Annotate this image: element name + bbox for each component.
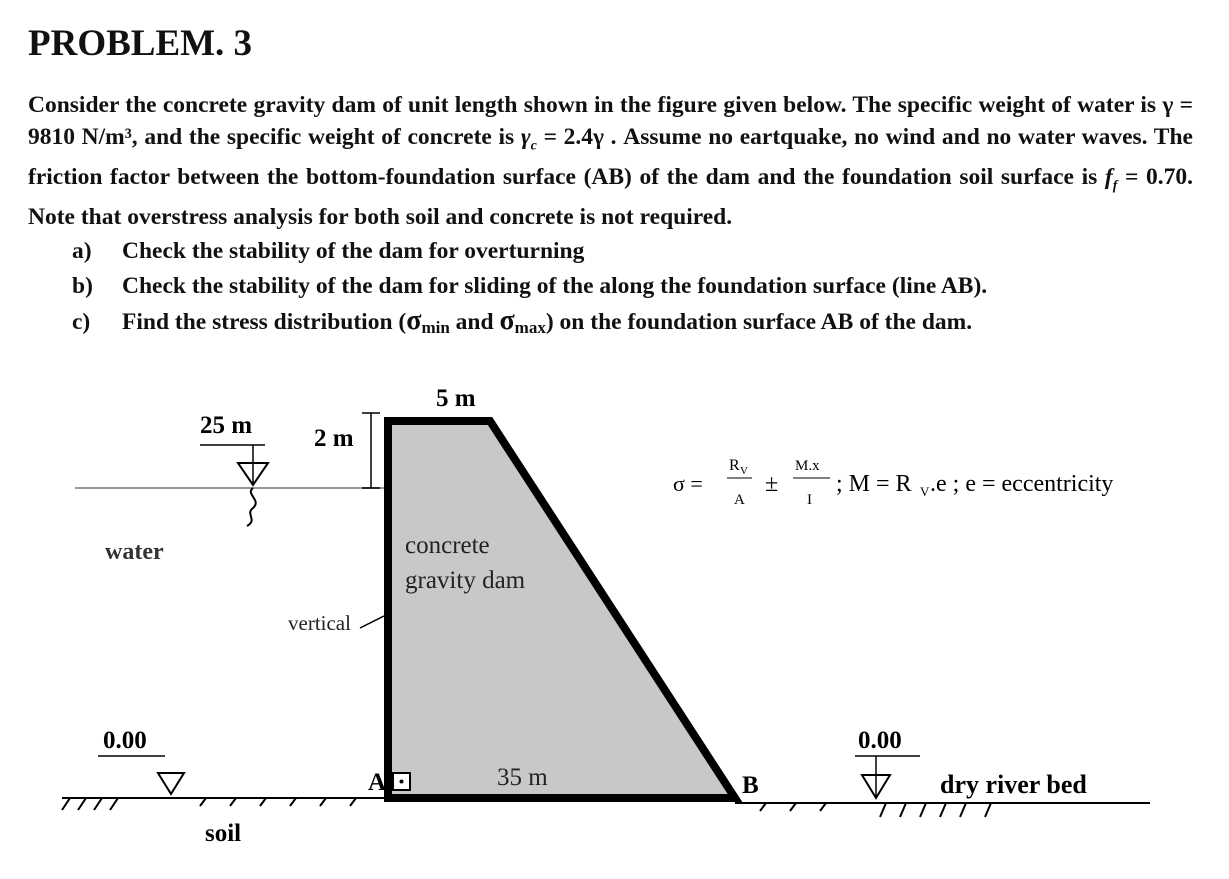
dam-figure: [0, 370, 1229, 879]
point-b-label: B: [742, 772, 759, 799]
friction-symbol: f: [1104, 163, 1113, 190]
upstream-hatch: [62, 798, 356, 810]
sigma-min-subscript: min: [421, 318, 450, 337]
downstream-hatch: [760, 803, 991, 817]
statement-part-3: = 0.70. Note that overstress analysis for both soil and concrete is not required.: [28, 163, 1193, 230]
statement-part-2: = 2.4γ . Assume no eartquake, no wind and no water waves. The friction factor between the bottom-foundation surface (AB) of the dam and the foundation soil surface is: [28, 123, 1193, 190]
sigma-max-symbol: σ: [499, 305, 515, 336]
dam-label-line-1: concrete: [405, 532, 490, 559]
question-text-post: ) on the foundation surface AB of the dam.: [545, 309, 973, 335]
top-width-label: 5 m: [436, 385, 476, 412]
problem-title: PROBLEM. 3: [28, 23, 253, 64]
vertical-leader-line: [360, 616, 384, 628]
formula-a-denominator: A: [734, 492, 745, 508]
water-label: water: [105, 539, 164, 565]
point-a-label: A: [368, 769, 387, 796]
dam-label-line-2: gravity dam: [405, 567, 526, 594]
question-c: [72, 305, 987, 340]
sigma-max-subscript: max: [514, 318, 546, 337]
downstream-level-label: 0.00: [858, 727, 902, 754]
question-b: [72, 270, 987, 305]
upstream-level-label: 0.00: [103, 727, 147, 754]
question-a: [72, 235, 987, 270]
formula-mx-numerator: M.x: [795, 458, 820, 474]
stress-formula: [673, 457, 1113, 508]
base-width-label: 35 m: [497, 764, 548, 791]
formula-rest-pre: ; M = R: [836, 471, 912, 497]
formula-rv-numerator: R: [729, 457, 740, 474]
question-and: and: [449, 309, 500, 335]
riverbed-label: dry river bed: [940, 770, 1087, 799]
question-text-pre: Find the stress distribution (: [122, 309, 407, 335]
formula-rv-subscript: V: [740, 465, 748, 477]
gamma-c-subscript: c: [530, 138, 537, 154]
formula-sigma: σ =: [673, 471, 703, 496]
question-label: c): [72, 309, 91, 335]
question-list: [72, 235, 987, 340]
formula-plus-minus: ±: [765, 471, 779, 497]
formula-i-denominator: I: [807, 492, 812, 508]
water-depth-label: 25 m: [200, 412, 253, 439]
right-angle-dot: [400, 780, 404, 784]
formula-rest-post: .e ; e = eccentricity: [930, 471, 1114, 497]
question-label: a): [72, 238, 92, 264]
upstream-level-icon: [158, 773, 184, 794]
sigma-min-symbol: σ: [406, 305, 422, 336]
question-text: Check the stability of the dam for overturning: [122, 238, 585, 264]
problem-statement: [28, 90, 1193, 233]
gamma-c-symbol: γ: [520, 123, 531, 150]
freeboard-label: 2 m: [314, 425, 354, 452]
break-line-icon: [247, 488, 256, 526]
question-text: Check the stability of the dam for sliding of the along the foundation surface (line AB).: [122, 273, 988, 299]
soil-label: soil: [205, 820, 242, 847]
friction-subscript: f: [1112, 178, 1118, 194]
question-label: b): [72, 273, 93, 299]
formula-rest-sub: V: [920, 484, 930, 499]
vertical-label: vertical: [288, 611, 351, 635]
statement-part-1: Consider the concrete gravity dam of unit length shown in the figure given below. The specific weight of water is γ = 9810 N/m³, and the specific weight of concrete is: [28, 92, 1193, 150]
